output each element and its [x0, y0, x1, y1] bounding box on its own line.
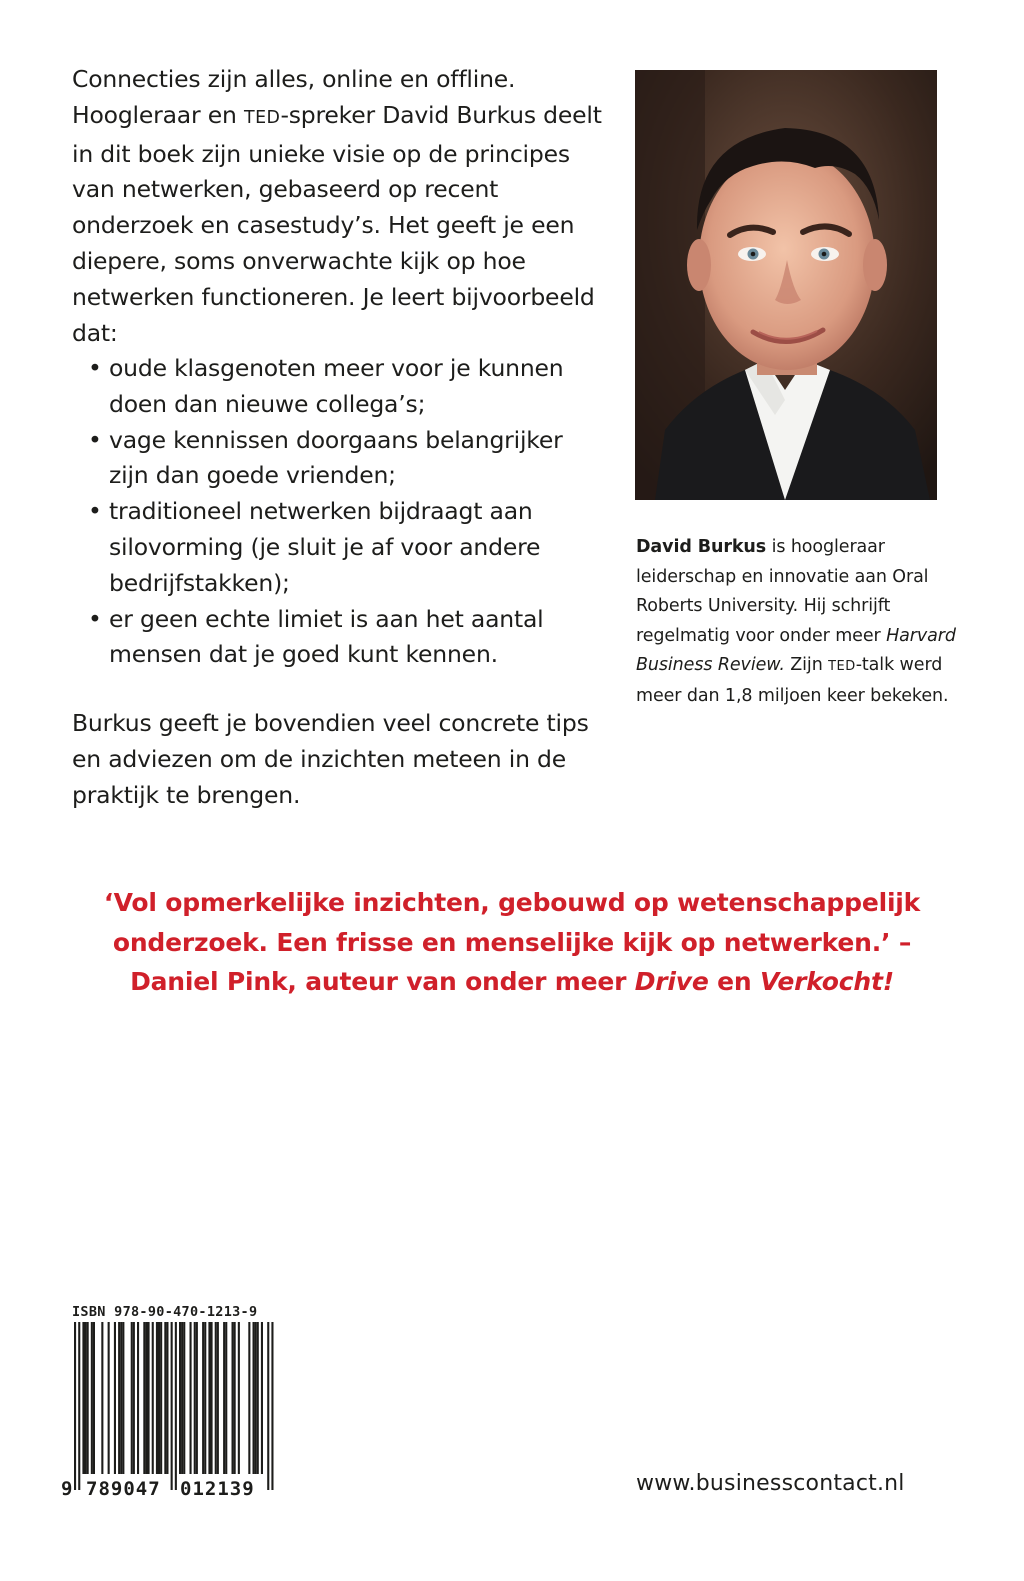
barcode-bar [137, 1322, 139, 1474]
barcode-bar [131, 1322, 133, 1474]
barcode-bar [133, 1322, 135, 1474]
barcode-bar [164, 1322, 166, 1474]
author-name: David Burkus [636, 537, 767, 557]
barcode-bar [148, 1322, 150, 1474]
barcode-left-digits: 789047 [86, 1478, 161, 1500]
bio-text-1: is hoogleraar leiderschap en innovatie aan Oral Roberts University. Hij schrijft regelmatig voor onder meer [636, 537, 929, 646]
barcode-bar [171, 1322, 173, 1490]
barcode-bar [215, 1322, 217, 1474]
barcode-bar [122, 1322, 124, 1474]
author-portrait-icon [635, 70, 937, 500]
barcode-bar [118, 1322, 120, 1474]
barcode-bar [225, 1322, 227, 1474]
ted-label: TED [243, 107, 281, 128]
barcode-bar [114, 1322, 116, 1474]
isbn-label: ISBN 978-90-470-1213-9 [72, 1304, 258, 1320]
book-title-verkocht: Verkocht! [760, 967, 894, 996]
endorsement-quote [92, 883, 932, 1002]
barcode-bar [87, 1322, 89, 1474]
insight-list [88, 351, 608, 673]
barcode-bar [257, 1322, 259, 1474]
barcode-bar [160, 1322, 162, 1474]
barcode-bar [179, 1322, 181, 1474]
barcode-bar [78, 1322, 80, 1490]
barcode-bar [166, 1322, 168, 1474]
intro-paragraph [72, 98, 612, 352]
intro-text [72, 62, 612, 351]
publication-title: Harvard Business Review. [636, 625, 956, 676]
barcode-bar [108, 1322, 110, 1474]
barcode-bar [183, 1322, 185, 1474]
barcode-bar [204, 1322, 206, 1474]
barcode-bar [196, 1322, 198, 1474]
barcode-bar [101, 1322, 103, 1474]
intro-lead: Hoogleraar en [72, 100, 244, 129]
barcode-bar [156, 1322, 158, 1474]
barcode-bar [93, 1322, 95, 1474]
barcode-bar [211, 1322, 213, 1474]
closing-paragraph: Burkus geeft je bovendien veel concrete tips en adviezen om de inzichten meteen in de praktijk te brengen. [72, 709, 589, 809]
list-item: • er geen echte limiet is aan het aantal mensen dat je goed kunt kennen. [88, 602, 608, 674]
barcode-bar [234, 1322, 236, 1474]
barcode-bar [253, 1322, 255, 1474]
barcode-bar [248, 1322, 250, 1474]
bio-text-2: Zijn [784, 655, 829, 676]
barcode-bar [223, 1322, 225, 1474]
book-title-drive: Drive [634, 967, 709, 996]
barcode-bar [208, 1322, 210, 1474]
barcode-bar [202, 1322, 204, 1474]
barcode-bar [145, 1322, 147, 1474]
barcode-right-digits: 012139 [180, 1478, 255, 1500]
author-photo [635, 70, 937, 500]
barcode-bar [175, 1322, 177, 1490]
intro-body: -spreker David Burkus deelt in dit boek zijn unieke visie op de principes van netwerken, gebaseerd op recent onderzoek en casestudy’s. Het geeft je een diepere, soms onverwachte kijk op hoe netwerken functioneren. Je leert bijvoorbeeld dat: [72, 100, 602, 347]
quote-joiner: en [708, 967, 761, 996]
list-item: • vage kennissen doorgaans belangrijker zijn dan goede vrienden; [88, 423, 608, 495]
barcode-bar [91, 1322, 93, 1474]
barcode-bar [232, 1322, 234, 1474]
barcode-bar [120, 1322, 122, 1474]
author-bio [636, 533, 956, 712]
barcode-bar [255, 1322, 257, 1474]
barcode-bar [238, 1322, 240, 1474]
barcode-bar [158, 1322, 160, 1474]
barcode-bar [267, 1322, 269, 1490]
barcode-bar [82, 1322, 84, 1474]
bio-text-3: -talk werd meer dan 1,8 miljoen keer bekeken. [636, 655, 949, 706]
barcode-bar [190, 1322, 192, 1474]
barcode-first-digit: 9 [61, 1478, 73, 1500]
barcode-bar [74, 1322, 76, 1490]
barcode-bar [152, 1322, 154, 1474]
barcode-bar [194, 1322, 196, 1474]
intro-line-1: Connecties zijn alles, online en offline. [72, 65, 516, 93]
barcode-bar [271, 1322, 273, 1490]
barcode-bar [85, 1322, 87, 1474]
publisher-website[interactable]: www.businesscontact.nl [636, 1471, 905, 1496]
barcode-bar [181, 1322, 183, 1474]
ted-label-bio: TED [828, 659, 856, 675]
barcode-bar [261, 1322, 263, 1474]
isbn-barcode [56, 1322, 286, 1504]
list-item: • traditioneel netwerken bijdraagt aan silovorming (je sluit je af voor andere bedrijfstakken); [88, 494, 608, 601]
quote-text: ‘Vol opmerkelijke inzichten, gebouwd op wetenschappelijk onderzoek. Een frisse en menselijke kijk op netwerken.’ – Daniel Pink, auteur van onder meer [103, 888, 921, 996]
list-item: • oude klasgenoten meer voor je kunnen doen dan nieuwe collega’s; [88, 351, 608, 423]
barcode-bar [143, 1322, 145, 1474]
barcode-bar [217, 1322, 219, 1474]
